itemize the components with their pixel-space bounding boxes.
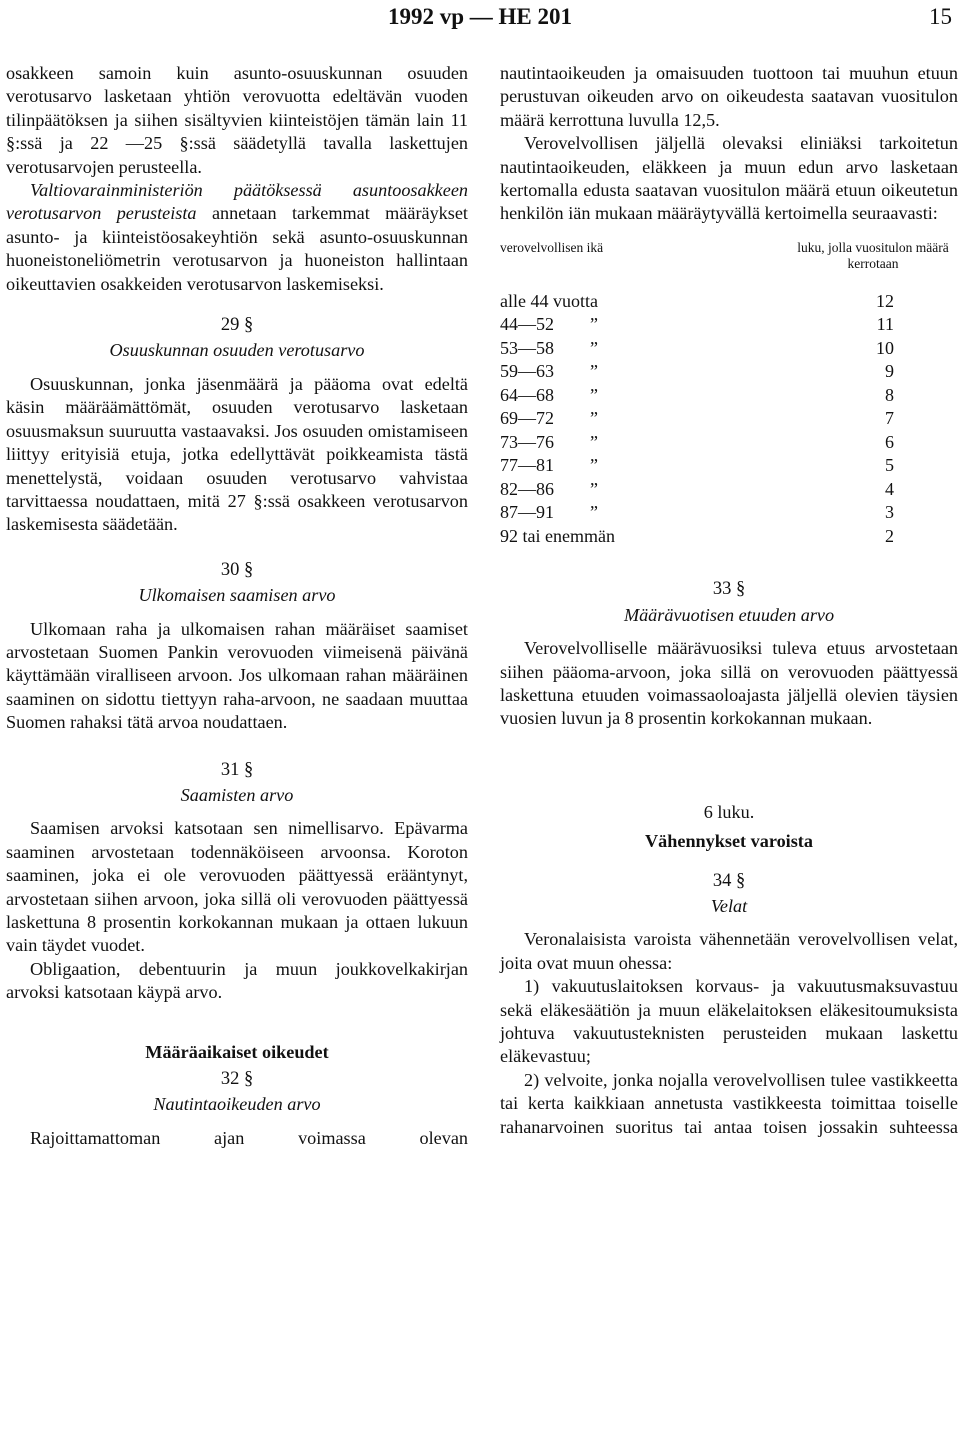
chapter-title: Vähennykset varoista [645, 831, 813, 852]
ditto-mark: ” [590, 455, 598, 476]
paragraph: 2) velvoite, jonka nojalla verovelvollisen tulee vastikkeetta tai kerta kaikkiaan annetusta vastikkeesta toimittaa toiselle rahanarvoinen suoritus tai antaa toisen jossakin suhteessa [500, 1069, 958, 1137]
multiplier-value: 11 [876, 314, 894, 335]
multiplier-value: 4 [885, 478, 894, 499]
paragraph: Osuuskunnan, jonka jäsenmäärä ja pääoma ovat edeltä käsin määräämättömät, osuuden verotusarvo lasketaan osuusmaksun suuruutta vastaavaksi. Jos osuuden omistamiseen liittyy erityisiä etuja, jotka edellyttävät poikkeamista tästä menettelystä, voidaan osuuden verotusarvo vahvistaa tarvittaessa noudattaen, mitä 27 §:ssä osakkeen verotusarvon laskemisesta säädetään. [6, 373, 468, 535]
multiplier-value: 2 [885, 525, 894, 546]
ditto-mark: ” [590, 502, 598, 523]
section-title: Nautintaoikeuden arvo [153, 1094, 321, 1115]
age-range: 82—86 [500, 478, 554, 499]
multiplier-value: 12 [876, 290, 894, 311]
table-row [500, 384, 958, 408]
column-header-age: verovelvollisen ikä [500, 239, 604, 255]
page-header [0, 4, 960, 32]
paragraph: Rajoittamattoman ajan voimassa olevan [30, 1127, 468, 1148]
paragraph: Verovelvollisen jäljellä olevaksi eliniäksi tarkoitetun nautintaoikeuden, eläkkeen ja muun edun arvo lasketaan kertomalla edusta saatavan vuositulon määrä etuun oikeutetun henkilön iän mukaan määräytyvällä kertoimella seuraavasti: [500, 133, 958, 224]
paragraph-text: annetaan tarkemmat määräykset asunto- ja kiinteistöosakeyhtiön sekä asunto-osuuskunnan huoneistoneliömetrin verotusarvon ja huoneiston hallintaan oikeuttavien osakkeiden verotusarvon laskemiseksi. [6, 203, 468, 294]
ditto-mark: ” [590, 408, 598, 429]
age-multiplier-table [500, 290, 958, 549]
table-row [500, 478, 958, 502]
section-title: Määrävuotisen etuuden arvo [623, 604, 835, 625]
ditto-mark: ” [590, 384, 598, 405]
table-header [500, 240, 958, 272]
table-row [500, 525, 958, 549]
column-header-multiplier: luku, jolla vuositulon määrä kerrotaan [797, 239, 949, 271]
ditto-mark: ” [590, 337, 598, 358]
section-number: 33 § [712, 579, 746, 600]
age-range: 53—58 [500, 337, 554, 358]
ditto-mark: ” [590, 314, 598, 335]
page-number: 15 [929, 4, 952, 29]
multiplier-value: 5 [885, 455, 894, 476]
header-title: 1992 vp — HE 201 [387, 4, 573, 29]
age-range: 77—81 [500, 455, 554, 476]
paragraph: 1) vakuutuslaitoksen korvaus- ja vakuutusmaksuvastuu sekä eläkesäätiön ja muun eläkelaitoksen eläkesitoumuksista johtuva vakuutusteknisten perusteiden mukaan laskettu eläkevastuu; [500, 976, 958, 1067]
section-number: 29 § [220, 315, 254, 336]
paragraph: Verovelvolliselle määrävuosiksi tuleva etuus arvostetaan siihen pääoma-arvoon, joka sillä on verovuoden päättyessä laskettuna etuuden voimassaoloajasta jäljellä olevien täysien vuosien luvun ja 8 prosentin korkokannan mukaan. [500, 638, 958, 729]
multiplier-value: 3 [885, 502, 894, 523]
multiplier-value: 9 [885, 361, 894, 382]
subheading: Määräaikaiset oikeudet [145, 1041, 329, 1062]
paragraph: Saamisen arvoksi katsotaan sen nimellisarvo. Epävarma saaminen arvostetaan todennäköiseen arvoonsa. Koroton saaminen, joka ei ole verovuoden päättyessä erääntynyt, arvostetaan siihen arvoon, joka sillä oli verovuoden päättyessä laskettuna 8 prosentin korkokannan mukaan ja ottaen lukuun vain täydet vuodet. [6, 818, 468, 956]
paragraph: Obligaation, debentuurin ja muun joukkovelkakirjan arvoksi katsotaan käypä arvo. [6, 958, 468, 1003]
paragraph [6, 179, 468, 296]
age-range: 73—76 [500, 431, 554, 452]
table-row [500, 407, 958, 431]
age-range: 59—63 [500, 361, 554, 382]
section-number: 34 § [712, 870, 746, 891]
ditto-mark: ” [590, 478, 598, 499]
age-range: 92 tai enemmän [500, 525, 615, 546]
section-title: Osuuskunnan osuuden verotusarvo [109, 340, 365, 361]
multiplier-value: 8 [885, 384, 894, 405]
table-row [500, 313, 958, 337]
section-title: Velat [710, 896, 748, 916]
ditto-mark: ” [590, 431, 598, 452]
ditto-mark: ” [590, 361, 598, 382]
section-number: 32 § [220, 1069, 254, 1090]
table-row [500, 454, 958, 478]
section-title: Ulkomaisen saamisen arvo [138, 585, 336, 606]
section-number: 30 § [220, 559, 254, 580]
right-column [500, 62, 958, 1139]
multiplier-value: 10 [876, 337, 894, 358]
table-row [500, 501, 958, 525]
age-range: 44—52 [500, 314, 554, 335]
section-number: 31 § [220, 759, 254, 780]
paragraph: osakkeen samoin kuin asunto-osuuskunnan osuuden verotusarvo lasketaan yhtiön verovuotta edeltävän vuoden tilinpäätöksen ja siihen sisältyvien kiinteistöjen tämän lain 11 §:ssä ja 22 —25 §:ssä säädetyllä tavalla laskettujen verotusarvojen perusteella. [6, 63, 468, 177]
age-range: 69—72 [500, 408, 554, 429]
chapter-number: 6 luku. [703, 801, 755, 822]
multiplier-value: 7 [885, 408, 894, 429]
paragraph: Veronalaisista varoista vähennetään verovelvollisen velat, joita ovat muun ohessa: [500, 929, 958, 973]
table-row [500, 290, 958, 314]
table-row [500, 337, 958, 361]
section-title: Saamisten arvo [180, 784, 294, 805]
age-range: 64—68 [500, 384, 554, 405]
left-column [6, 62, 468, 1150]
multiplier-value: 6 [885, 431, 894, 452]
paragraph: Ulkomaan raha ja ulkomaisen rahan määräiset saamiset arvostetaan Suomen Pankin verovuoden viimeisenä päivänä käyttämään viralliseen arvoon. Jos ulkomaan rahan määräinen saaminen on sidottu tiettyyn raha-arvoon, ne saadaan muuttaa Suomen rahaksi tätä arvoa noudattaen. [6, 618, 468, 733]
age-range: 87—91 [500, 502, 554, 523]
table-row [500, 431, 958, 455]
paragraph: nautintaoikeuden ja omaisuuden tuottoon tai muuhun etuun perustuvan oikeuden arvo on oikeudesta saatavan vuositulon määrä kerrottuna luvulla 12,5. [500, 63, 958, 130]
age-range: alle 44 vuotta [500, 290, 598, 311]
table-row [500, 360, 958, 384]
italic-phrase: Valtiovarainministeriön päätöksessä asuntoosakkeen verotusarvon perusteista [6, 180, 468, 224]
